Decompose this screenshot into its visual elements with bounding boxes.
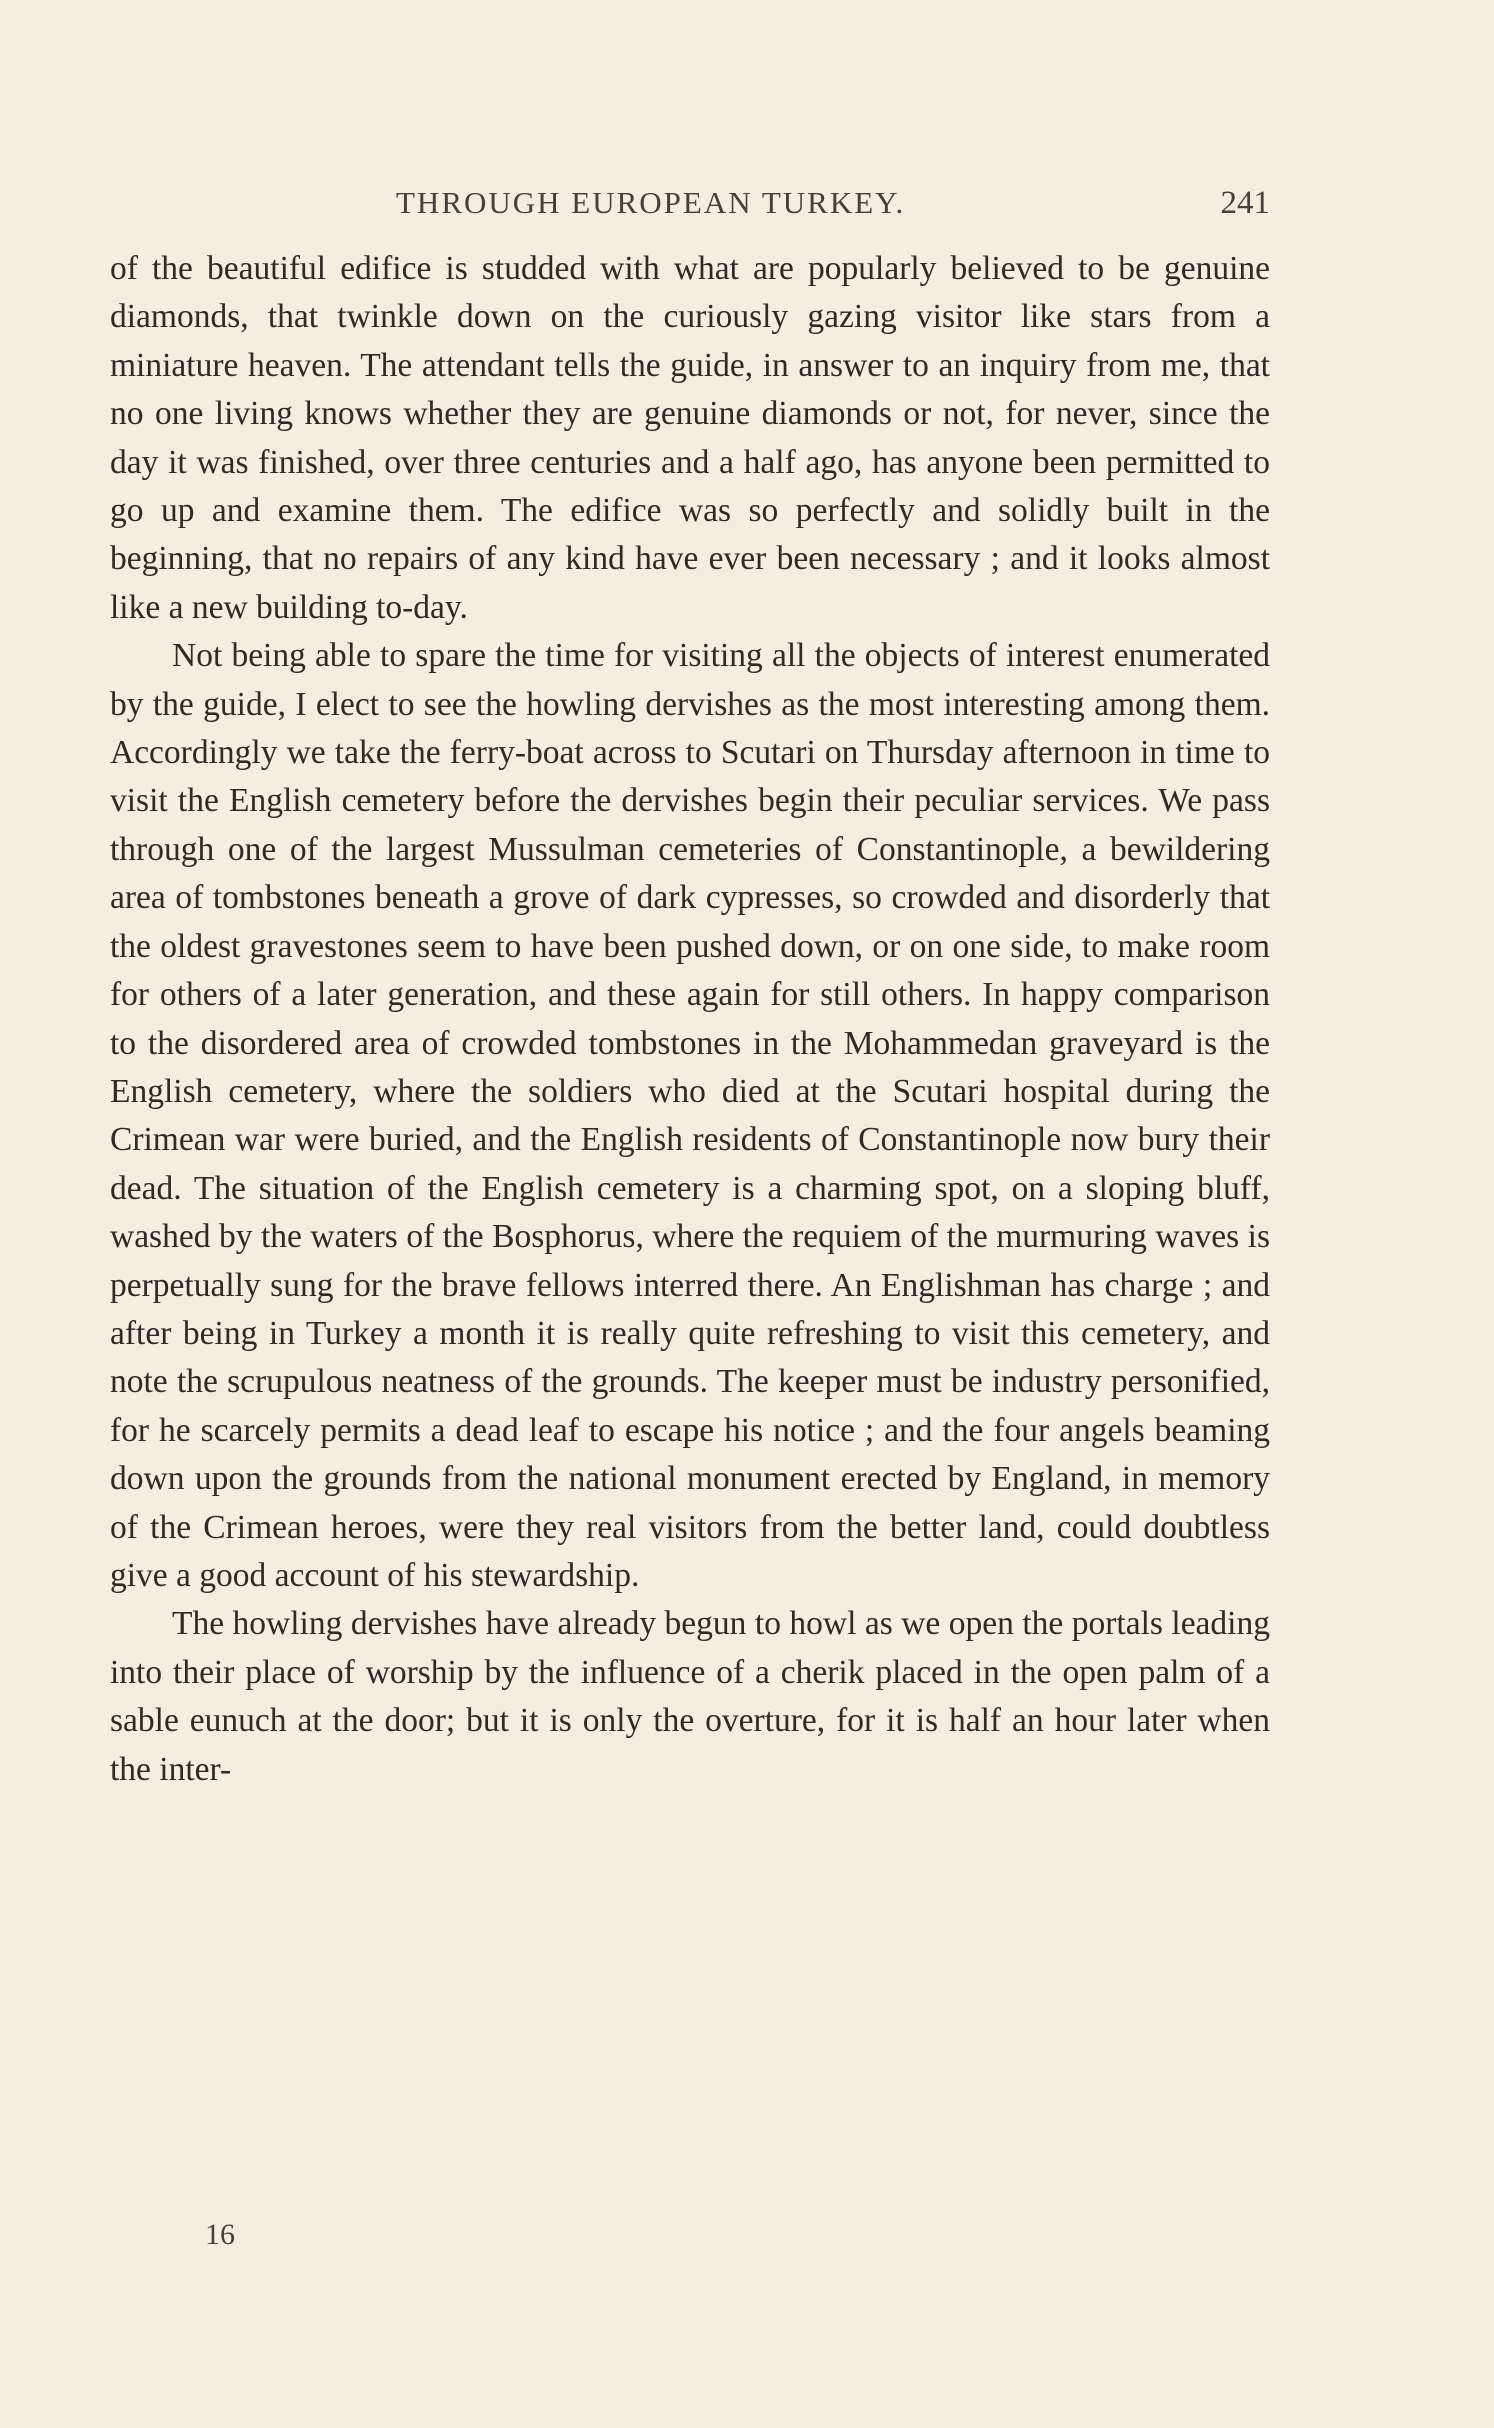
paragraph-1: of the beautiful edifice is studded with what are popularly believed to be genuine diamonds, that twinkle down on the curiously gazing visitor like stars from a miniature heaven. The attendant tells the guide, in answer to an inquiry from me, that no one living knows whether they are genuine diamonds or not, for never, since the day it was finished, over three centuries and a half ago, has anyone been permitted to go up and examine them. The edifice was so perfectly and solidly built in the beginning, that no repairs of any kind have ever been necessary ; and it looks almost like a new building to-day. — [110, 250, 1270, 626]
page-number: 241 — [1220, 185, 1270, 221]
book-page — [110, 185, 1270, 1794]
running-head — [110, 185, 1270, 245]
running-title: THROUGH EUROPEAN TURKEY. — [396, 185, 906, 220]
paragraph-3: The howling dervishes have already begun to howl as we open the portals leading into their place of worship by the influence of a cherik placed in the open palm of a sable eunuch at the door; but it is only the overture, for it is half an hour later when the inter- — [110, 1605, 1270, 1788]
body-text — [110, 245, 1270, 1794]
signature-mark: 16 — [205, 2218, 235, 2251]
paragraph-2: Not being able to spare the time for visiting all the objects of interest enumerated by the guide, I elect to see the howling dervishes as the most interesting among them. Accordingly we take the ferry-boat across to Scutari on Thursday afternoon in time to visit the English cemetery before the dervishes begin their peculiar services. We pass through one of the largest Mussulman cemeteries of Constantinople, a bewildering area of tombstones beneath a grove of dark cypresses, so crowded and disorderly that the oldest gravestones seem to have been pushed down, or on one side, to make room for others of a later generation, and these again for still others. In happy comparison to the disordered area of crowded tombstones in the Mohammedan graveyard is the English cemetery, where the soldiers who died at the Scutari hospital during the Crimean war were buried, and the English residents of Constantinople now bury their dead. The situation of the English cemetery is a charming spot, on a sloping bluff, washed by the waters of the Bosphorus, where the requiem of the murmuring waves is perpetually sung for the brave fellows interred there. An Englishman has charge ; and after being in Turkey a month it is really quite refreshing to visit this cemetery, and note the scrupulous neatness of the grounds. The keeper must be industry personified, for he scarcely permits a dead leaf to escape his notice ; and the four angels beaming down upon the grounds from the national monument erected by England, in memory of the Crimean heroes, were they real visitors from the better land, could doubtless give a good account of his stewardship. — [110, 637, 1270, 1594]
